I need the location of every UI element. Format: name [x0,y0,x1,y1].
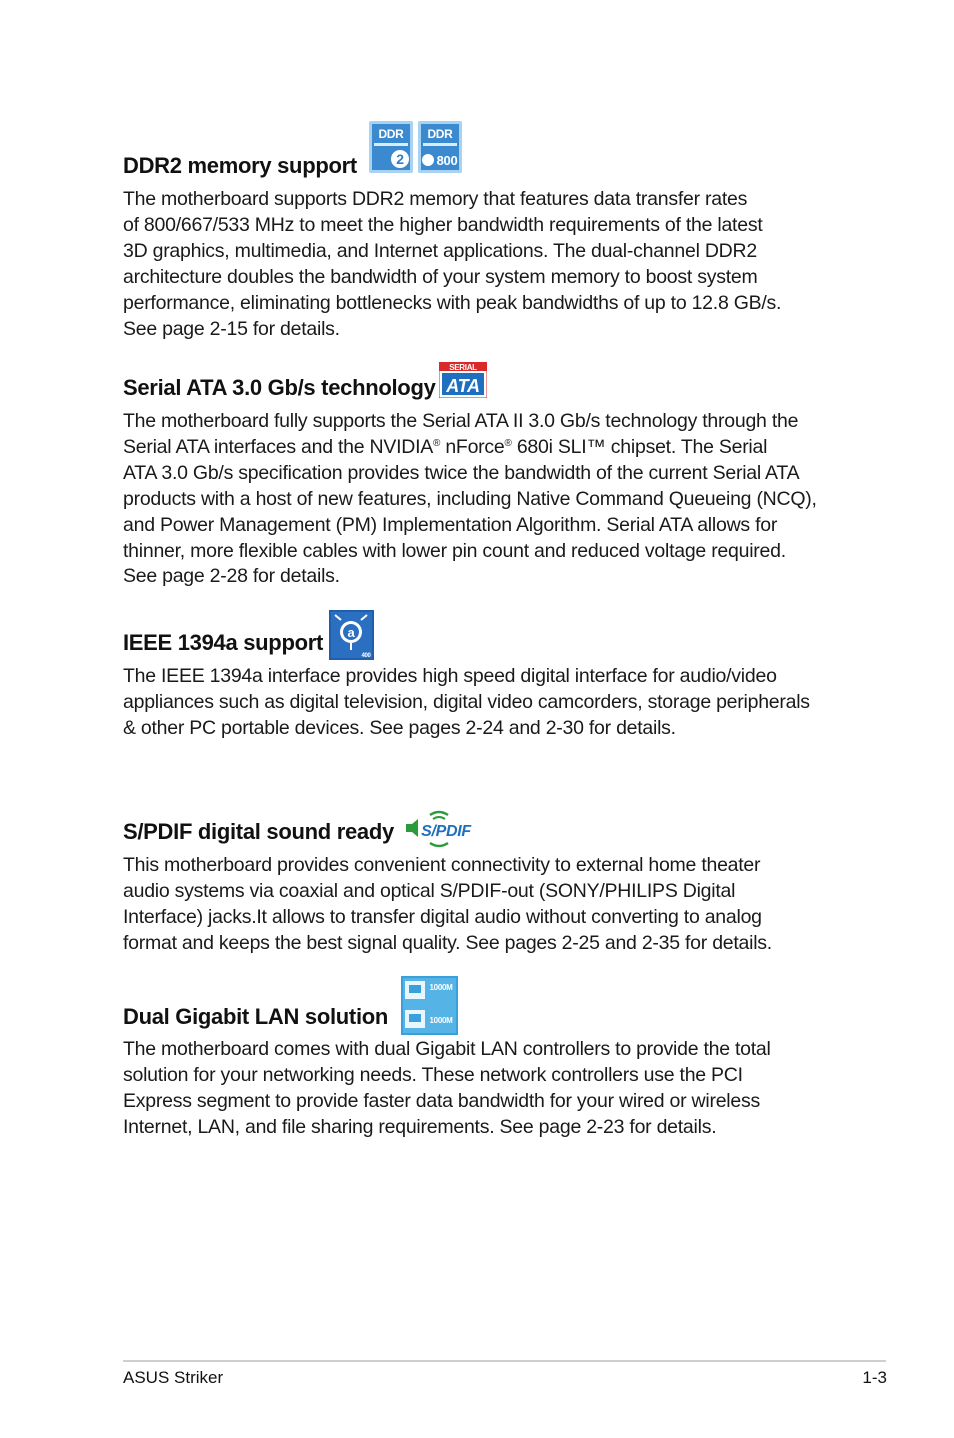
section-body: The motherboard comes with dual Gigabit LAN controllers to provide the total solution for your networking needs. These network controllers use the PCI Express segment to provide faster data bandwidth for your wired or wireless Internet, LAN, and file sharing requirements. See page 2-23 for details. [123,1038,771,1138]
ddr2-logo-top: DDR [378,127,404,141]
section-title-text: DDR2 memory support [123,153,357,178]
lan-logo-speed-2: 1000M [429,1016,453,1025]
section-title [123,363,843,401]
spdif-logo-icon [402,807,476,849]
ieee1394-logo-icon [329,610,374,660]
section-sata [123,361,843,588]
section-title-text: S/PDIF digital sound ready [123,819,394,844]
section-ddr2 [123,120,843,340]
section-dual-lan [123,975,843,1138]
section-title-text: Serial ATA 3.0 Gb/s technology [123,375,436,400]
ddr2-logo-num: 2 [396,151,404,167]
section-spdif [123,805,843,954]
sata-logo-main: ATA [446,376,480,396]
section-title [123,983,843,1030]
footer-divider [123,1360,886,1362]
section-ieee1394 [123,610,843,739]
section-title [123,127,843,179]
section-body: The motherboard supports DDR2 memory that features data transfer rates of 800/667/533 MHz to meet the higher bandwidth requirements of the latest 3D graphics, multimedia, and Internet applications. The dual-channel DDR2 architecture doubles the bandwidth of your system memory to boost system performance, eliminating bottlenecks with peak bandwidths of up to 12.8 GB/s. See page 2-15 for details. [123,188,782,340]
sata-logo-top: SERIAL [449,363,477,372]
section-title-text: IEEE 1394a support [123,630,324,655]
section-title [123,625,843,659]
ddr800-logo-num: 800 [436,153,458,168]
section-body: This motherboard provides convenient connectivity to external home theater audio systems via coaxial and optical S/PDIF-out (SONY/PHILIPS Digital Interface) jacks.It allows to transfer digital audio without converting to analog format and keeps the best signal quality. See pages 2-25 and 2-35 for details. [123,854,772,954]
section-body: The IEEE 1394a interface provides high speed digital interface for audio/video appliances such as digital television, digital video camcorders, storage peripherals & other PC portable devices. See pages 2-24 and 2-30 for details. [123,665,810,739]
ieee-logo-letter: a [347,625,355,640]
section-title [123,819,843,845]
section-title-text: Dual Gigabit LAN solution [123,1004,389,1029]
ieee-logo-speed: 400 [361,653,371,659]
serial-ata-logo-icon [439,362,487,398]
spdif-logo-text: S/PDIF [421,823,471,840]
ddr800-logo-top: DDR [427,127,453,141]
footer-product-name: ASUS Striker [123,1368,224,1387]
section-body: The motherboard fully supports the Serial ATA II 3.0 Gb/s technology through the Serial ATA interfaces and the NVIDIA® nForce® 680i SLI™ chipset. The Serial ATA 3.0 Gb/s specification provides twice the bandwidth of the current Serial ATA products with a host of new features, including Native Command Queueing (NCQ), and Power Management (PM) Implementation Algorithm. Serial ATA allows for thinner, more flexible cables with lower pin count and reduced voltage required. See page 2-28 for details. [123,410,817,588]
ddr2-800-logo-icon [418,121,462,173]
footer-page-number: 1-3 [862,1368,887,1387]
dual-lan-logo-icon [401,976,458,1035]
ddr2-logo-icon [369,121,413,173]
lan-logo-speed-1: 1000M [429,983,453,992]
